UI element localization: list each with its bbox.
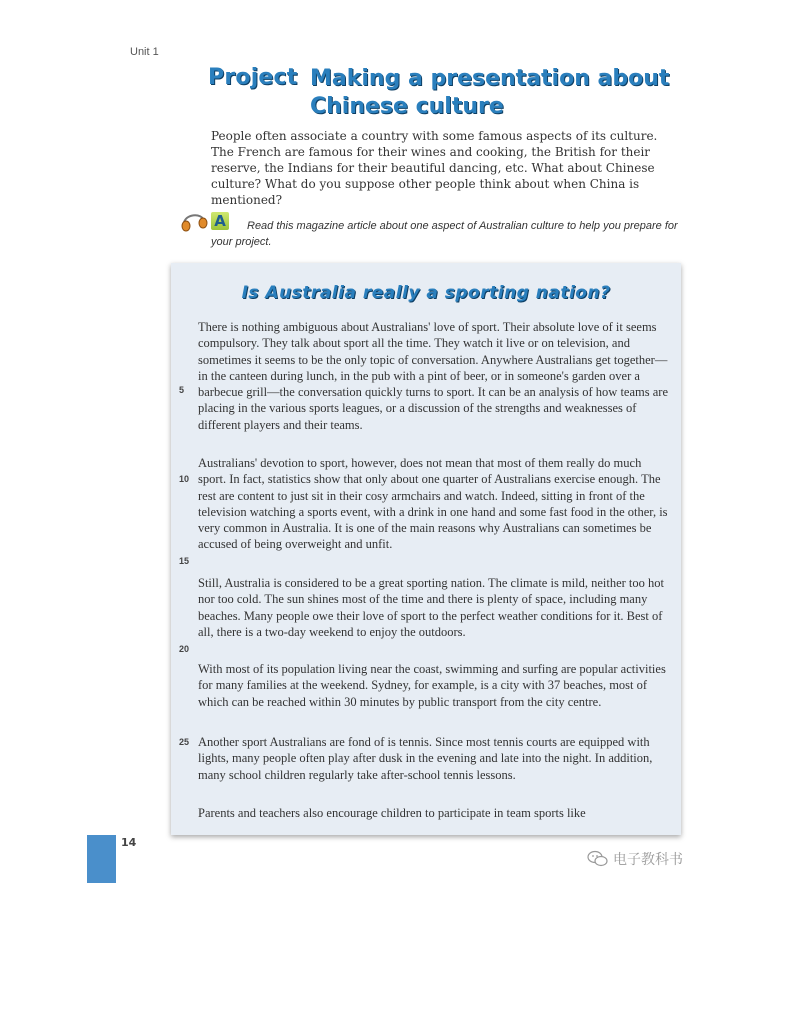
article-paragraph-3: Still, Australia is considered to be a great sporting nation. The climate is mild, neither too hot nor too cold. The sun shines most of the time and there is plenty of space, including many beaches. Many people owe their love of sport to the perfect weather conditions for it. Best of all, there is a two-day weekend to enjoy the outdoors. [198,576,664,639]
page-title: Making a presentation about Chinese culture [310,66,670,119]
page-tab [87,835,116,883]
article-paragraph-4: With most of its population living near the coast, swimming and surfing are popular activities for many families at the weekend. Sydney, for example, is a city with 37 beaches, most of which can be reached within 30 minutes by public transport from the city centre. [198,662,666,709]
article-paragraph-5: Another sport Australians are fond of is tennis. Since most tennis courts are equipped with lights, many people often play after dusk in the evening and late into the night. In addition, many school children regularly take after-school tennis lessons. [198,735,653,782]
intro-paragraph: People often associate a country with some famous aspects of its culture. The French are famous for their wines and cooking, the British for their reserve, the Indians for their beautiful dancing, etc. What about Chinese culture? What do you suppose other people think about when China is mentioned? [211,129,658,207]
watermark-text: 电子教科书 [613,852,683,868]
task-instruction: Read this magazine article about one aspect of Australian culture to help you prepare for your project. [211,220,678,248]
page-number: 14 [121,836,137,849]
line-number: 20 [179,644,190,654]
task-a-badge: A [211,212,229,230]
unit-label: Unit 1 [130,46,159,58]
line-number: 10 [179,474,190,484]
line-number: 15 [179,556,190,566]
headphones-icon [180,210,210,232]
article-box [171,263,681,835]
line-number: 5 [179,385,185,395]
wechat-icon [587,850,609,868]
article-paragraph-6: Parents and teachers also encourage children to participate in team sports like [198,806,586,820]
article-paragraph-2: Australians' devotion to sport, however, does not mean that most of them really do much sport. In fact, statistics show that only about one quarter of Australians exercise enough. The rest are content to just sit in their cosy armchairs and watch. Indeed, sitting in front of the television watching a sports event, with a drink in one hand and some fast food in the other, is very common in Australia. It is one of the main reasons why Australians can sometimes be accused of being overweight and unfit. [198,456,668,552]
article-paragraph-1: There is nothing ambiguous about Australians' love of sport. Their absolute love of it seems compulsory. They talk about sport all the time. They watch it live or on television, and sometimes it seems to be the only topic of conversation. Anywhere Australians get together—in the canteen during lunch, in the pub with a pint of beer, or in someone's garden over a barbecue grill—the conversation quickly turns to sport. It can be an analysis of how teams are placing in the various sports leagues, or a discussion of the strengths and weaknesses of different players and their teams. [198,320,668,432]
project-label: Project [208,65,298,90]
line-number: 25 [179,737,190,747]
watermark [587,849,683,869]
article-title: Is Australia really a sporting nation? [241,283,611,303]
